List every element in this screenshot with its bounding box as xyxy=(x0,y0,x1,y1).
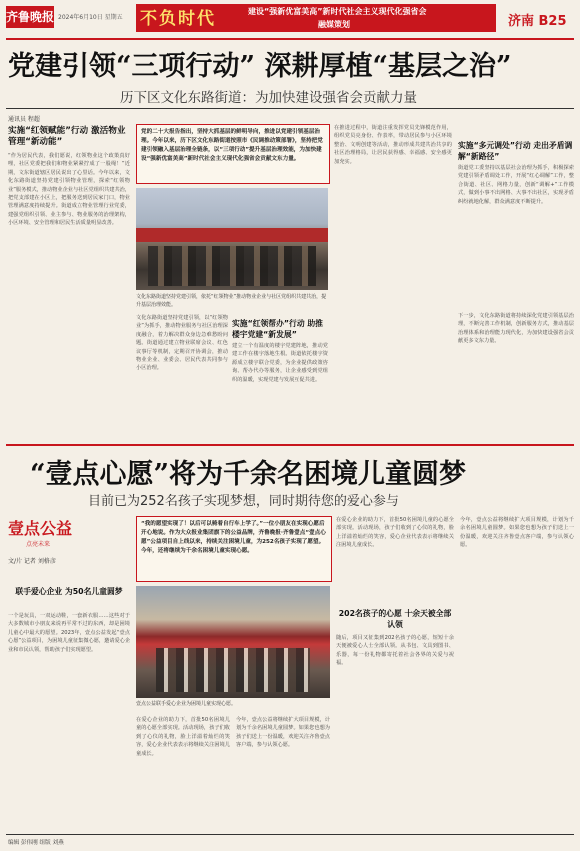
intro-box xyxy=(136,124,330,184)
article2-column-1: 一个是玩具，一双运动鞋，一套新衣服……这些对于大多数城市小朋友来说再平常不过的东西，却是困境儿童心中最大的愿望。2023年，壹点公益发起“壹点心愿”公益项目，为困境儿童征集微心愿，邀请爱心企业和市民认领，帮助孩子们实现愿望。 xyxy=(8,613,130,653)
brand-slogan: 点亮未来 xyxy=(26,541,51,548)
brand-badge xyxy=(8,516,104,546)
crowd xyxy=(148,246,316,286)
masthead-line-1: 建设“强新优富美高”新时代社会主义现代化强省会 xyxy=(248,7,427,16)
article2-headline: “壹点心愿”将为千余名困境儿童圆梦 xyxy=(30,459,467,490)
section-rule xyxy=(6,444,574,446)
masthead xyxy=(0,0,580,36)
section-title: 实施“红领赋能”行动 激活物业管理“新动能” xyxy=(8,126,126,147)
brand-name: 壹点公益 xyxy=(8,519,73,538)
article1-column-1: “作为居民代表，我们愿说，红领物业这个政策真好哩，社区党委把我们和物业紧紧拧成了一股绳！”近期，文东街道辖区居民说出了心里话。今年以来，文化东路街道坚持党建引领物业管理，探索“红领物业”服务模式，推动物业企业与社区党组织共建共治，把党支部建在小区上，把服务送到居民家门口，物业管理满意度持续提升。街道成立物业管理行业党委，建强党组织引领、业主参与、物业服务的治理架构，小区环境、安全管理和居民生活质量明显改善。 xyxy=(8,153,130,227)
article1-column-6: 下一步，文化东路街道将持续深化党建引领基层治理，不断完善工作机制，创新服务方式，推动基层治理体系和治理能力现代化，为加快建设强省会贡献更多文东力量。 xyxy=(458,313,574,345)
quote-text: “我的愿望实现了！以后可以骑着自行车上学了。”一位小朋友在实现心愿后开心地说。作为大众报业集团旗下的公益品牌，齐鲁晚报·齐鲁壹点“壹点心愿”公益项目自上线以来，持续关注困境儿童，为252名孩子实现了愿望。今年，还将继续为千余名困境儿童实现心愿。 xyxy=(141,521,326,554)
divider xyxy=(6,108,574,109)
edition-label: 济南 B25 xyxy=(508,14,567,29)
section-title: 202名孩子的心愿 十余天被全部认领 xyxy=(338,609,452,629)
footer-rule xyxy=(6,834,574,835)
article1-column-2: 文化东路街道坚持党建引领，以“红领物业”为抓手，推动物业服务与社区治理深度融合，着力解决群众身边急难愁盼问题。街道通过建立物业联席会议、红色议事厅等机制，定期召开协调会，推动物业企业、业委会、居民代表共同参与小区治理。 xyxy=(136,315,228,372)
article1-subhead: 历下区文化东路街道：为加快建设强省会贡献力量 xyxy=(120,90,417,106)
article1-column-3: 建立一个有温度的楼宇党建阵地，推动党建工作在楼宇落地生根。街道依托楼宇资源成立楼宇联合党委，为企业提供政策咨询、帮办代办等服务，让企业感受到党组织的温暖，实现党建与发展互促共进。 xyxy=(232,343,328,383)
masthead-rule xyxy=(6,38,574,40)
article1-headline: 党建引领“三项行动” 深耕厚植“基层之治” xyxy=(8,51,512,82)
masthead-line-2: 融媒策划 xyxy=(318,20,350,29)
article1-photo-caption: 文化东路街道坚持党建引领，依托“红领物业”推动物业企业与社区党组织共建共治，提升基层治理效能。 xyxy=(136,294,327,308)
section-title: 实施“红领帮办”行动 助推楼宇党建“新发展” xyxy=(232,319,323,339)
article2-column-3: 今年，壹点公益将继续扩大项目规模，计划为千余名困境儿童圆梦。如果您也想为孩子们送上一份温暖，欢迎关注齐鲁壹点客户端，参与认领心愿。 xyxy=(236,717,330,749)
page-footer: 编辑 彭伟刚 组版 刘燕 xyxy=(8,840,64,846)
newspaper-logo: 齐鲁晚报 xyxy=(6,6,54,28)
section-title: 实施“多元调处”行动 走出矛盾调解“新路径” xyxy=(458,141,573,161)
article1-column-4: 在推进过程中，街道注重发挥党员先锋模范作用，组织党员亮身份、作表率，带动居民参与小区环境整治、文明创建等活动，推动形成共建共治共享的社区治理格局，让居民获得感、幸福感、安全感更加充实。 xyxy=(334,125,452,165)
article1-photo xyxy=(136,188,328,290)
article2-column-5: 随后，项目又征集到202名孩子的心愿，短短十余天便被爱心人士全部认领。从书包、文具到图书、乐器，每一份礼物都寄托着社会各界的关爱与祝福。 xyxy=(336,635,454,667)
article1-column-5: 街道党工委坚持以基层社会治理为抓手，积极探索党建引领矛盾调处工作，开展“红心调解”工作，整合街道、社区、网格力量，创新“调解+”工作模式，做到小事不出网格、大事不出社区，实现矛盾纠纷就地化解，群众满意度不断提升。 xyxy=(458,165,574,205)
section-title: 联手爱心企业 为50名儿童圆梦 xyxy=(15,587,123,596)
article2-byline: 文/片 记者 刘格彦 xyxy=(8,558,56,565)
children-group xyxy=(156,648,310,692)
article2-subhead: 目前已为252名孩子实现梦想，同时期待您的爱心参与 xyxy=(88,494,399,509)
banner xyxy=(136,228,328,242)
masthead-slogan: 不负时代 xyxy=(140,9,216,29)
article1-byline: 通讯员 程超 xyxy=(8,116,40,123)
article2-column-2: 在爱心企业的助力下，首批50名困境儿童的心愿全部实现。活动现场，孩子们收到了心仪的礼物，脸上洋溢着灿烂的笑容，爱心企业代表表示将继续关注困境儿童成长。 xyxy=(136,717,230,757)
article2-column-6: 今年，壹点公益将继续扩大项目规模，计划为千余名困境儿童圆梦。如果您也想为孩子们送上一份温暖，欢迎关注齐鲁壹点客户端，参与认领心愿。 xyxy=(460,517,574,549)
article2-photo-caption: 壹点公益联手爱心企业为困境儿童实现心愿。 xyxy=(136,701,237,707)
article2-column-4: 在爱心企业的助力下，首批50名困境儿童的心愿全部实现。活动现场，孩子们收到了心仪的礼物，脸上洋溢着灿烂的笑容，爱心企业代表表示将继续关注困境儿童成长。 xyxy=(336,517,454,549)
article2-photo xyxy=(136,586,330,698)
issue-date: 2024年6月10日 星期五 xyxy=(58,14,123,21)
intro-text: 党的二十大报告指出，坚持大抓基层的鲜明导向，推进以党建引领基层治理。今年以来，历下区文化东路街道按照市《民调推动策部署》，坚持把党建引领融入基层治理全链条，以“三项行动”提升基层治理效能，为加快建设“强新优富美高”新时代社会主义现代化强省会贡献文东力量。 xyxy=(141,129,323,162)
quote-box xyxy=(136,516,332,582)
